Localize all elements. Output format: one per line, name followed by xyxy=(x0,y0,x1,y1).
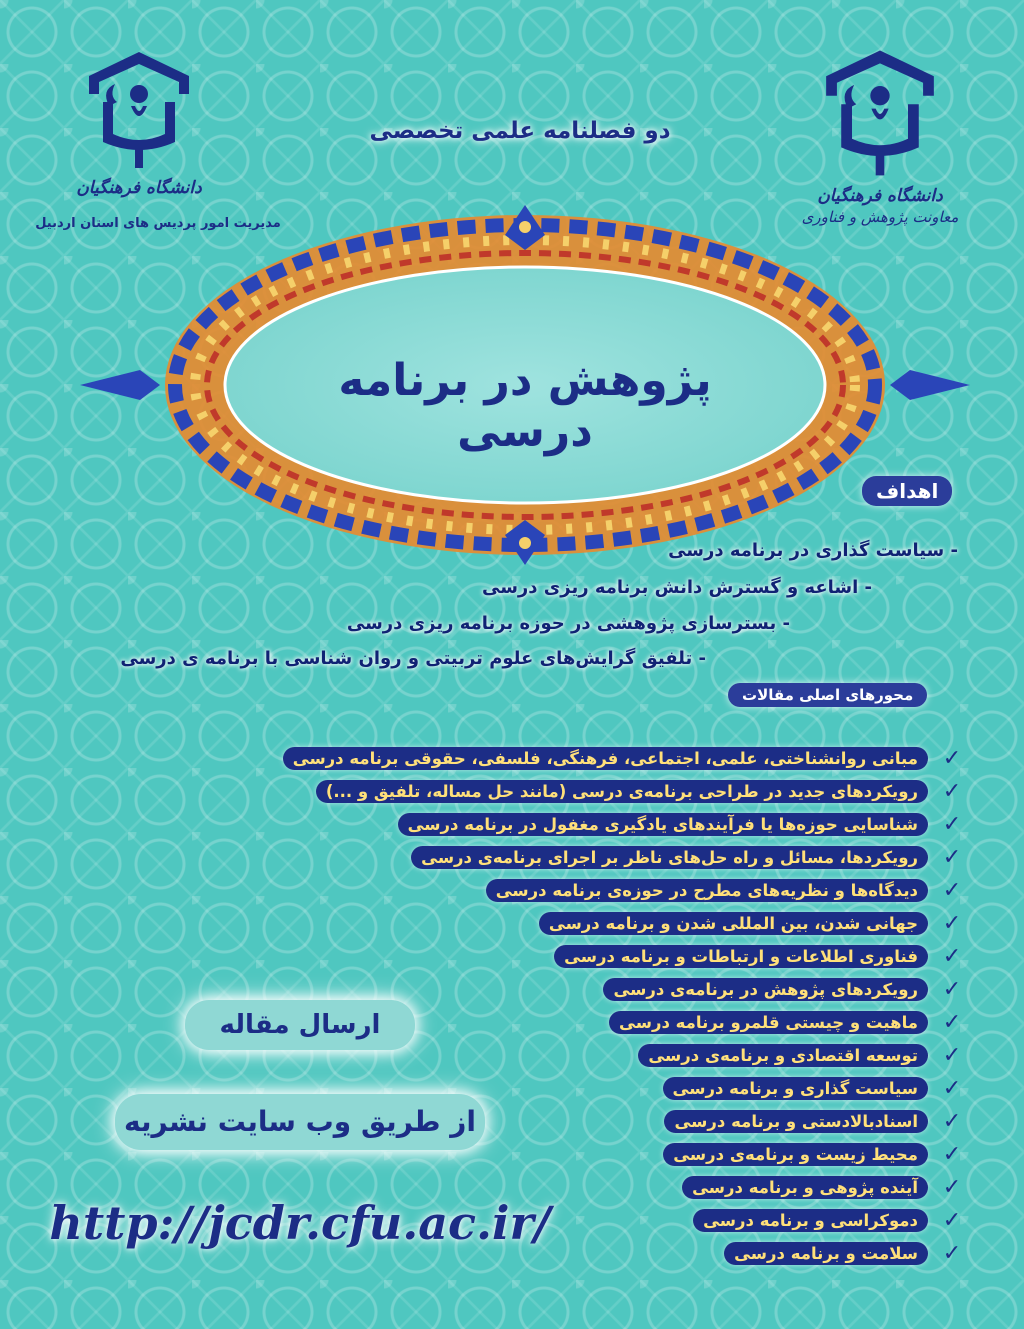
check-icon: ✓ xyxy=(942,1142,962,1167)
goals-heading: اهداف xyxy=(862,476,952,506)
list-item xyxy=(184,841,964,874)
check-icon: ✓ xyxy=(942,911,962,936)
check-icon: ✓ xyxy=(942,1175,962,1200)
check-icon: ✓ xyxy=(942,977,962,1002)
goal-item: - اشاعه و گسترش دانش برنامه ریزی درسی xyxy=(481,577,872,598)
via-journal-website-label: از طریق وب سایت نشریه xyxy=(115,1094,485,1150)
check-icon: ✓ xyxy=(942,1076,962,1101)
axis-text: جهانی شدن، بین المللی شدن و برنامه درسی xyxy=(539,912,928,935)
axis-text: شناسایی حوزه‌ها یا فرآیندهای یادگیری مغفول در برنامه درسی xyxy=(398,813,928,836)
check-icon: ✓ xyxy=(942,746,962,771)
goal-item: - بسترسازی پژوهشی در حوزه برنامه ریزی درسی xyxy=(346,613,790,634)
check-icon: ✓ xyxy=(942,1010,962,1035)
journal-type: دو فصلنامه علمی تخصصی xyxy=(369,118,671,144)
check-icon: ✓ xyxy=(942,812,962,837)
right-university-logo xyxy=(790,44,970,226)
list-item xyxy=(184,907,964,940)
check-icon: ✓ xyxy=(942,1208,962,1233)
university-logo-icon xyxy=(79,46,199,176)
right-university-name: دانشگاه فرهنگیان xyxy=(817,186,943,206)
list-item xyxy=(184,940,964,973)
axis-text: دیدگاه‌ها و نظریه‌های مطرح در حوزه‌ی برنامه درسی xyxy=(486,879,928,902)
axis-text: دموکراسی و برنامه درسی xyxy=(693,1209,928,1232)
check-icon: ✓ xyxy=(942,1043,962,1068)
submit-article-button[interactable]: ارسال مقاله xyxy=(185,1000,415,1050)
goal-item: - سیاست گذاری در برنامه درسی xyxy=(668,540,958,561)
axis-text: سلامت و برنامه درسی xyxy=(724,1242,928,1265)
axis-text: مبانی روانشناختی، علمی، اجتماعی، فرهنگی، فلسفی، حقوقی برنامه درسی xyxy=(283,747,928,770)
left-university-name: دانشگاه فرهنگیان xyxy=(76,178,202,198)
journal-website-link[interactable]: http://jcdr.cfu.ac.ir/ xyxy=(49,1196,551,1250)
list-item xyxy=(184,808,964,841)
check-icon: ✓ xyxy=(942,779,962,804)
axis-text: رویکردهای جدید در طراحی برنامه‌ی درسی (مانند حل مساله، تلفیق و ...) xyxy=(316,780,928,803)
axis-text: اسنادبالادستی و برنامه درسی xyxy=(664,1110,928,1133)
axis-text: رویکردهای پژوهش در برنامه‌ی درسی xyxy=(603,978,928,1001)
check-icon: ✓ xyxy=(942,1109,962,1134)
axis-text: آینده پژوهی و برنامه درسی xyxy=(682,1176,928,1199)
axis-text: رویکردها، مسائل و راه حل‌های ناظر بر اجرای برنامه‌ی درسی xyxy=(411,846,928,869)
list-item xyxy=(184,874,964,907)
list-item xyxy=(184,775,964,808)
left-university-logo xyxy=(64,46,214,198)
axis-text: محیط زیست و برنامه‌ی درسی xyxy=(663,1143,928,1166)
check-icon: ✓ xyxy=(942,944,962,969)
university-logo-icon xyxy=(815,44,945,184)
list-item xyxy=(184,742,964,775)
journal-title: پژوهش در برنامه درسی xyxy=(338,355,712,457)
axes-heading: محورهای اصلی مقالات xyxy=(728,683,927,707)
left-caption: مدیریت امور پردیس های استان اردبیل xyxy=(35,216,281,231)
goal-item: - تلفیق گرایش‌های علوم تربیتی و روان شناسی با برنامه ی درسی xyxy=(120,648,706,669)
axis-text: توسعه اقتصادی و برنامه‌ی درسی xyxy=(638,1044,928,1067)
axis-text: فناوری اطلاعات و ارتباطات و برنامه درسی xyxy=(554,945,928,968)
right-department-name: معاونت پژوهش و فناوری xyxy=(801,208,959,226)
check-icon: ✓ xyxy=(942,1241,962,1266)
check-icon: ✓ xyxy=(942,845,962,870)
axis-text: سیاست گذاری و برنامه درسی xyxy=(663,1077,928,1100)
check-icon: ✓ xyxy=(942,878,962,903)
axis-text: ماهیت و چیستی قلمرو برنامه درسی xyxy=(609,1011,928,1034)
